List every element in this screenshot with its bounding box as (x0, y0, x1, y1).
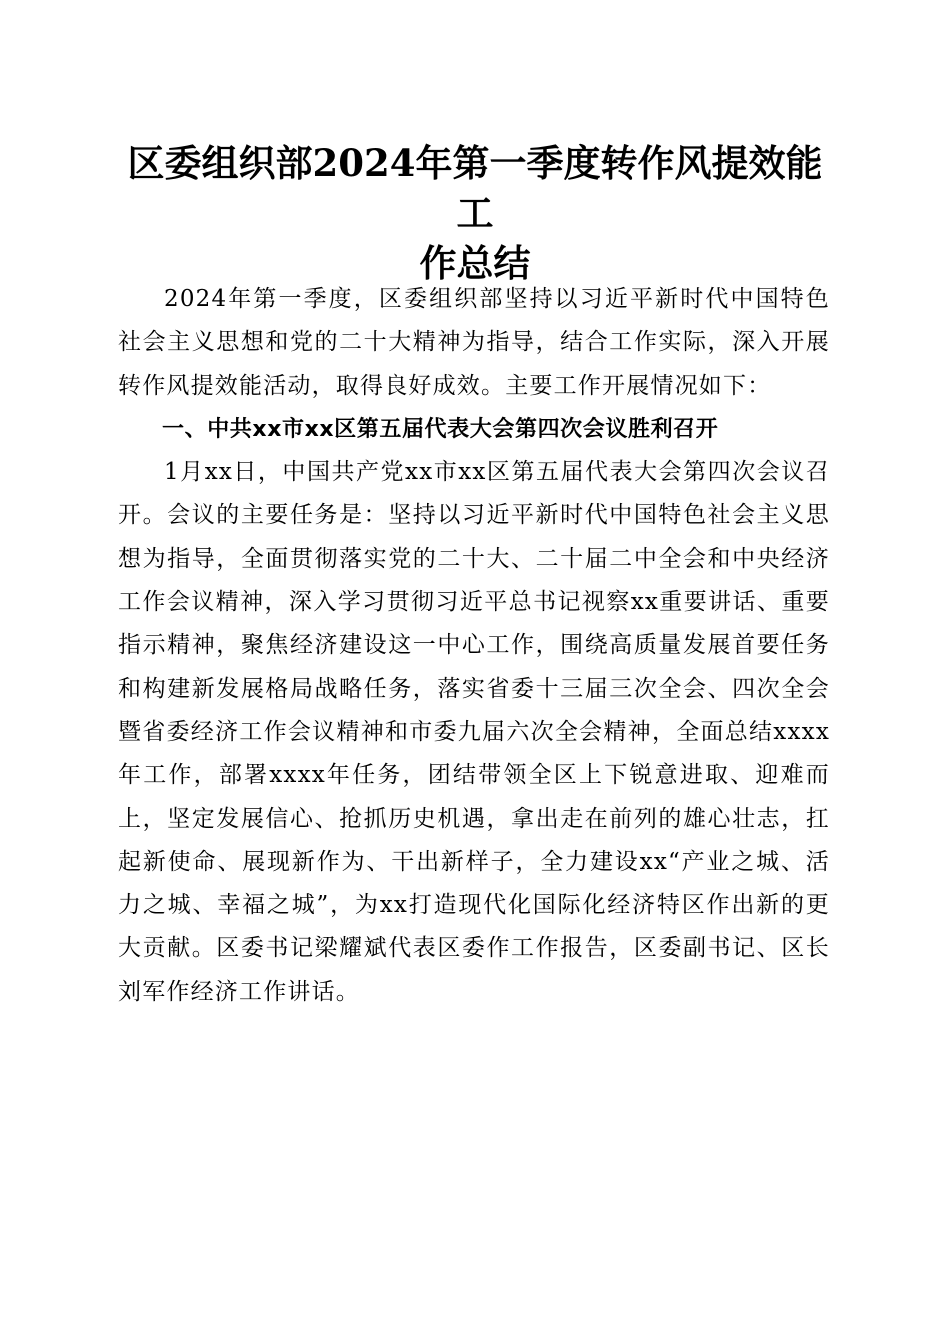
document-title (110, 138, 840, 288)
intro-paragraph: 2024年第一季度，区委组织部坚持以习近平新时代中国特色社会主义思想和党的二十大精神为指导，结合工作实际，深入开展转作风提效能活动，取得良好成效。主要工作开展情况如下： (118, 286, 830, 399)
section-heading-1: 一、中共xx市xx区第五届代表大会第四次会议胜利召开 (162, 416, 719, 442)
section-1-paragraph: 1月xx日，中国共产党xx市xx区第五届代表大会第四次会议召开。会议的主要任务是：坚持以习近平新时代中国特色社会主义思想为指导，全面贯彻落实党的二十大、二十届二中全会和中央经济工作会议精神，深入学习贯彻习近平总书记视察xx重要讲话、重要指示精神，聚焦经济建设这一中心工作，围绕高质量发展首要任务和构建新发展格局战略任务，落实省委十三届三次全会、四次全会暨省委经济工作会议精神和市委九届六次全会精神，全面总结xxxx年工作，部署xxxx年任务，团结带领全区上下锐意进取、迎难而上，坚定发展信心、抢抓历史机遇，拿出走在前列的雄心壮志，扛起新使命、展现新作为、干出新样子，全力建设xx“产业之城、活力之城、幸福之城”，为xx打造现代化国际化经济特区作出新的更大贡献。区委书记梁耀斌代表区委作工作报告，区委副书记、区长刘军作经济工作讲话。 (118, 459, 830, 1005)
document-body (118, 278, 830, 1014)
title-line-1: 区委组织部2024年第一季度转作风提效能工 (127, 141, 823, 235)
title-line-2: 作总结 (419, 241, 531, 285)
